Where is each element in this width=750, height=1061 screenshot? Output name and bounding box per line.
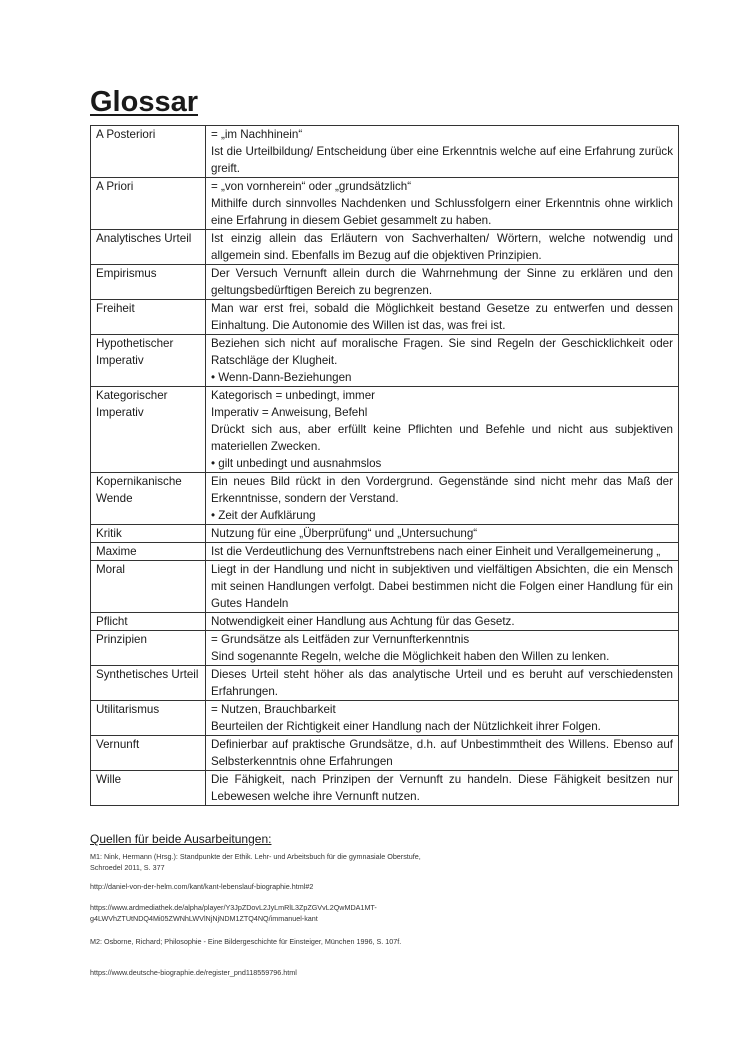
glossary-term: Moral [91,561,206,613]
definition-line: Mithilfe durch sinnvolles Nachdenken und Schlussfolgern einer Erkenntnis ohne wirklich eine Erfahrung in diesem Gebiet gesammelt zu haben. [211,197,673,227]
source-item: https://www.ardmediathek.de/alpha/player/Y3JpZDovL2JyLmRlL3ZpZGVvL2QwMDA1MT-g4LWVhZTUtNDQ4Mi05ZWNhLWVlNjNjNDM1ZTQ4NQ/immanuel-kant [90,903,377,923]
definition-line: Notwendigkeit einer Handlung aus Achtung für das Gesetz. [211,615,515,628]
glossary-definition [206,543,679,561]
glossary-definition [206,525,679,543]
glossary-definition [206,473,679,525]
glossary-row [91,265,679,300]
glossary-definition [206,265,679,300]
source-item: https://www.deutsche-biographie.de/register_pnd118559796.html [90,968,297,977]
glossary-row [91,736,679,771]
source-item: http://daniel-von-der-helm.com/kant/kant-lebenslauf-biographie.html#2 [90,882,314,891]
definition-line: Dieses Urteil steht höher als das analytische Urteil und es beruht auf verschiedensten Erfahrungen. [211,668,673,698]
glossary-definition [206,736,679,771]
definition-line: Definierbar auf praktische Grundsätze, d.h. auf Unbestimmtheit des Willens. Ebenso auf Selbsterkenntnis ohne Erfahrungen [211,738,673,768]
definition-line: = Grundsätze als Leitfäden zur Vernunfterkenntnis [211,633,470,646]
definition-line: • Zeit der Aufklärung [211,509,316,522]
definition-line: = „im Nachhinein“ [211,128,303,141]
glossary-definition [206,666,679,701]
definition-line: Ein neues Bild rückt in den Vordergrund. Gegenstände sind nicht mehr das Maß der Erkenntnisse, sondern der Verstand. [211,475,673,505]
glossary-term: Freiheit [91,300,206,335]
definition-line: = Nutzen, Brauchbarkeit [211,703,336,716]
glossary-term: Utilitarismus [91,701,206,736]
glossary-term: Pflicht [91,613,206,631]
glossary-definition [206,613,679,631]
glossary-row [91,335,679,387]
glossary-term: Hypothetischer Imperativ [91,335,206,387]
definition-line: • gilt unbedingt und ausnahmslos [211,457,382,470]
definition-line: Nutzung für eine „Überprüfung“ und „Untersuchung“ [211,527,478,540]
definition-line: Imperativ = Anweisung, Befehl [211,406,368,419]
glossary-definition [206,701,679,736]
glossary-definition [206,631,679,666]
glossary-term: Kritik [91,525,206,543]
glossary-term: Wille [91,771,206,806]
glossary-definition [206,126,679,178]
definition-line: Sind sogenannte Regeln, welche die Möglichkeit haben den Willen zu lenken. [211,650,610,663]
definition-line: Der Versuch Vernunft allein durch die Wahrnehmung der Sinne zu erklären und den geltungsbedürftigen Bereich zu begrenzen. [211,267,673,297]
definition-line: Ist einzig allein das Erläutern von Sachverhalten/ Wörtern, welche notwendig und allgemein sind. Ebenfalls im Bezug auf die objektiven Prinzipien. [211,232,673,262]
glossary-row [91,230,679,265]
source-item: M1: Nink, Hermann (Hrsg.): Standpunkte der Ethik. Lehr- und Arbeitsbuch für die gymnasiale Oberstufe, Schroedel 2011, S. 377 [90,852,421,872]
glossary-row [91,613,679,631]
glossary-row [91,631,679,666]
glossary-term: Analytisches Urteil [91,230,206,265]
source-item: M2: Osborne, Richard; Philosophie - Eine Bildergeschichte für Einsteiger, München 1996, S. 107f. [90,937,402,946]
glossary-row [91,178,679,230]
glossary-term: Maxime [91,543,206,561]
glossary-table [90,125,679,806]
definition-line: • Wenn-Dann-Beziehungen [211,371,352,384]
definition-line: Ist die Verdeutlichung des Vernunftstrebens nach einer Einheit und Verallgemeinerung „ [211,545,661,558]
definition-line: Ist die Urteilbildung/ Entscheidung über eine Erkenntnis welche auf eine Erfahrung zurück greift. [211,145,673,175]
glossary-definition [206,230,679,265]
glossary-row [91,126,679,178]
glossary-row [91,561,679,613]
glossary-term: Empirismus [91,265,206,300]
glossary-definition [206,300,679,335]
definition-line: Man war erst frei, sobald die Möglichkeit bestand Gesetze zu entwerfen und dessen Einhaltung. Die Autonomie des Willen ist das, was frei ist. [211,302,673,332]
glossary-row [91,701,679,736]
glossary-definition [206,771,679,806]
glossary-definition [206,387,679,473]
glossary-row [91,771,679,806]
glossary-row [91,300,679,335]
definition-line: = „von vornherein“ oder „grundsätzlich“ [211,180,412,193]
glossary-term: A Priori [91,178,206,230]
glossary-row [91,387,679,473]
glossary-term: Synthetisches Urteil [91,666,206,701]
glossary-definition [206,335,679,387]
definition-line: Beziehen sich nicht auf moralische Fragen. Sie sind Regeln der Geschicklichkeit oder Ratschläge der Klugheit. [211,337,673,367]
glossary-row [91,543,679,561]
glossary-term: Kopernikanische Wende [91,473,206,525]
definition-line: Beurteilen der Richtigkeit einer Handlung nach der Nützlichkeit ihrer Folgen. [211,720,601,733]
definition-line: Die Fähigkeit, nach Prinzipen der Vernunft zu handeln. Diese Fähigkeit besitzen nur Lebewesen welche ihre Vernunft nutzen. [211,773,673,803]
glossary-row [91,666,679,701]
glossary-row [91,525,679,543]
definition-line: Drückt sich aus, aber erfüllt keine Pflichten und Befehle und nicht aus subjektiven materiellen Zwecken. [211,423,673,453]
glossary-definition [206,178,679,230]
glossary-term: Vernunft [91,736,206,771]
definition-line: Liegt in der Handlung und nicht in subjektiven und vielfältigen Absichten, die ein Mensch mit seinen Handlungen verfolgt. Dabei bestimmen nicht die Folgen einer Handlung für ein Gutes Handeln [211,563,673,610]
glossary-term: Prinzipien [91,631,206,666]
glossary-definition [206,561,679,613]
glossary-row [91,473,679,525]
glossary-term: A Posteriori [91,126,206,178]
sources-heading: Quellen für beide Ausarbeitungen: [90,832,272,846]
definition-line: Kategorisch = unbedingt, immer [211,389,376,402]
glossary-term: Kategorischer Imperativ [91,387,206,473]
page-title: Glossar [90,86,198,118]
